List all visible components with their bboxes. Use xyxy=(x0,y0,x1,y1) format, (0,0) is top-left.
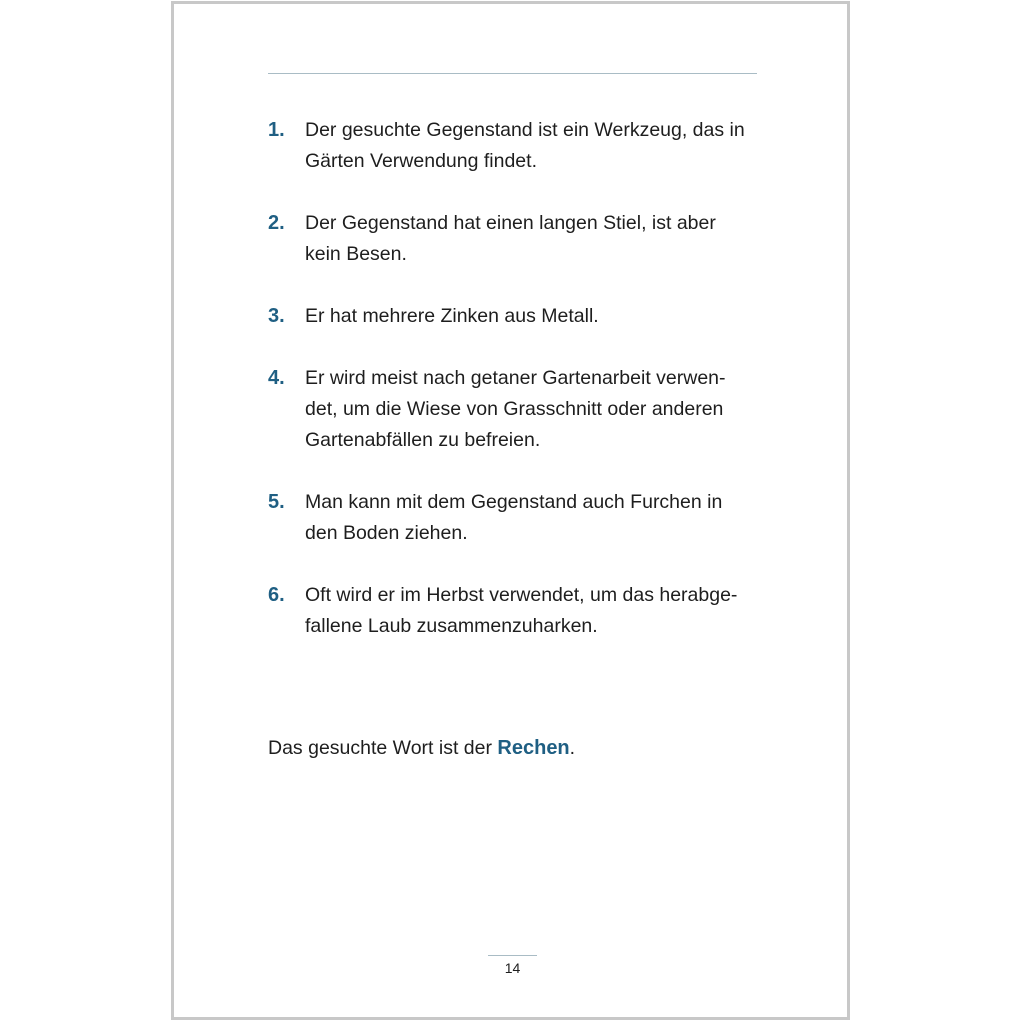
clue-item xyxy=(268,115,768,177)
clue-item xyxy=(268,363,768,456)
clue-line: den Boden ziehen. xyxy=(305,522,468,544)
answer-sentence xyxy=(268,733,575,764)
clue-number: 4. xyxy=(268,367,285,389)
clue-number: 6. xyxy=(268,584,285,606)
page-number: 14 xyxy=(504,960,521,976)
clue-number: 3. xyxy=(268,305,285,327)
clue-number: 2. xyxy=(268,212,285,234)
clue-item xyxy=(268,487,768,549)
clue-line: Der Gegenstand hat einen langen Stiel, ist aber xyxy=(305,212,716,234)
clue-line: Der gesuchte Gegenstand ist ein Werkzeug, das in xyxy=(305,119,745,141)
clue-line: Er hat mehrere Zinken aus Metall. xyxy=(305,305,599,327)
clue-number: 5. xyxy=(268,491,285,513)
clue-number: 1. xyxy=(268,119,285,141)
clue-line: Gärten Verwendung findet. xyxy=(305,150,537,172)
clue-line: Man kann mit dem Gegenstand auch Furchen in xyxy=(305,491,723,513)
clue-line: kein Besen. xyxy=(305,243,407,265)
answer-prefix: Das gesuchte Wort ist der xyxy=(268,737,498,759)
clue-list xyxy=(268,115,768,642)
clue-item xyxy=(268,580,768,642)
answer-suffix: . xyxy=(569,737,576,759)
clue-line: Er wird meist nach getaner Gartenarbeit verwen- xyxy=(305,367,726,389)
clue-item xyxy=(268,301,768,332)
clue-line: det, um die Wiese von Grasschnitt oder anderen xyxy=(305,398,724,420)
answer-word: Rechen xyxy=(497,737,570,759)
top-divider xyxy=(268,73,757,74)
clue-line: Oft wird er im Herbst verwendet, um das herabge- xyxy=(305,584,738,606)
clue-line: Gartenabfällen zu befreien. xyxy=(305,429,541,451)
footer-divider xyxy=(488,955,537,956)
clue-line: fallene Laub zusammenzuharken. xyxy=(305,615,598,637)
clue-item xyxy=(268,208,768,270)
